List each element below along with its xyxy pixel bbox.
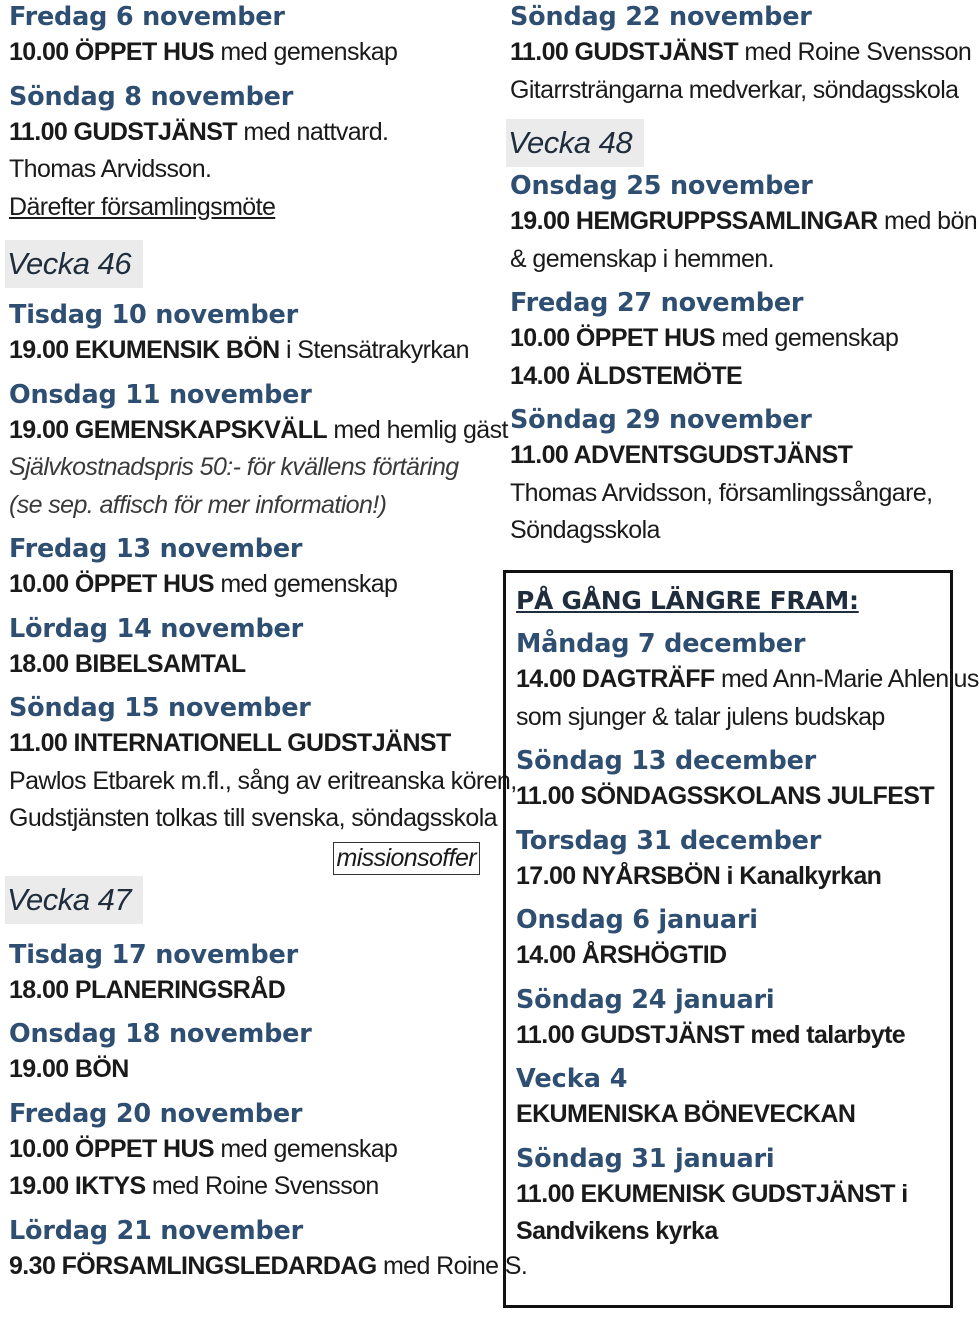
week-heading: Vecka 47	[5, 876, 143, 924]
right-column	[508, 0, 978, 550]
event-line: Söndagsskola	[510, 516, 660, 544]
event-line: 19.00 BÖN	[9, 1055, 129, 1083]
event-tue-17-nov	[9, 938, 494, 1010]
event-line: som sjunger & talar julens budskap	[516, 702, 885, 731]
event-day: Onsdag 25 november	[510, 171, 813, 201]
event-fri-6-nov	[9, 0, 494, 72]
event-line: Gitarrsträngarna medverkar, söndagsskola	[510, 75, 959, 104]
upcoming-events-box	[503, 570, 979, 1308]
event-day: Söndag 15 november	[9, 693, 311, 723]
event-line: 10.00 ÖPPET HUS med gemenskap	[9, 570, 398, 598]
event-wed-18-nov	[9, 1017, 494, 1089]
event-line: 10.00 ÖPPET HUS med gemenskap	[510, 324, 899, 352]
event-day: Fredag 13 november	[9, 534, 303, 564]
event-day: Lördag 14 november	[9, 613, 303, 644]
event-sun-22-nov	[510, 0, 972, 109]
event-line: 11.00 ADVENTSGUDSTJÄNST	[510, 441, 853, 469]
offer-row	[9, 838, 494, 876]
event-day: Söndag 22 november	[510, 2, 812, 32]
event-line: EKUMENISKA BÖNEVECKAN	[516, 1100, 856, 1128]
event-fri-27-nov	[510, 286, 950, 395]
event-day: Söndag 29 november	[510, 405, 812, 435]
event-wed-25-nov	[510, 169, 978, 278]
event-line: 14.00 ÄLDSTEMÖTE	[510, 361, 743, 390]
event-line: 19.00 HEMGRUPPSSAMLINGAR med bön	[510, 207, 978, 235]
event-line: 14.00 DAGTRÄFF med Ann-Marie Ahlenius	[516, 665, 979, 693]
event-day: Måndag 7 december	[516, 629, 806, 659]
event-line: Thomas Arvidsson, församlingssångare,	[510, 478, 933, 507]
event-sun-31-jan	[516, 1142, 950, 1251]
event-line: 10.00 ÖPPET HUS med gemenskap	[9, 38, 398, 66]
event-day: Onsdag 6 januari	[516, 905, 758, 935]
event-sat-14-nov	[9, 612, 494, 684]
event-fri-20-nov	[9, 1097, 494, 1206]
event-line: 11.00 EKUMENISK GUDSTJÄNST i	[516, 1179, 908, 1208]
event-day: Fredag 27 november	[510, 288, 804, 318]
event-fri-13-nov	[9, 532, 494, 604]
event-line: 19.00 GEMENSKAPSKVÄLL med hemlig gäst	[9, 415, 508, 444]
event-wed-11-nov	[9, 378, 508, 525]
event-sun-24-jan	[516, 983, 950, 1055]
event-day: Torsdag 31 december	[516, 825, 822, 856]
event-line: Thomas Arvidsson.	[9, 155, 212, 183]
event-day: Fredag 6 november	[9, 2, 285, 32]
event-line: (se sep. affisch för mer information!)	[9, 490, 387, 519]
event-line: 11.00 INTERNATIONELL GUDSTJÄNST	[9, 729, 451, 757]
event-day: Onsdag 18 november	[9, 1019, 312, 1049]
event-day: Söndag 13 december	[516, 746, 817, 776]
mission-offering-box: missionsoffer	[333, 842, 480, 875]
event-sun-29-nov	[510, 403, 950, 550]
event-day: Lördag 21 november	[9, 1215, 303, 1246]
event-thu-31-dec	[516, 824, 950, 896]
event-line: 11.00 GUDSTJÄNST med Roine Svensson	[510, 38, 972, 66]
event-day: Onsdag 11 november	[9, 379, 312, 410]
event-line: Sandvikens kyrka	[516, 1217, 718, 1245]
event-day: Söndag 8 november	[9, 81, 294, 112]
event-line: & gemenskap i hemmen.	[510, 244, 774, 273]
upcoming-title: PÅ GÅNG LÄNGRE FRAM:	[516, 586, 859, 615]
event-day: Tisdag 10 november	[9, 300, 298, 330]
week-heading: Vecka 48	[506, 119, 644, 167]
event-line: 11.00 GUDSTJÄNST med talarbyte	[516, 1020, 906, 1049]
event-line: 19.00 IKTYS med Roine Svensson	[9, 1172, 379, 1200]
event-sun-15-nov	[9, 691, 517, 876]
event-line: Självkostnadspris 50:- för kvällens förtäring	[9, 453, 459, 481]
event-line: 10.00 ÖPPET HUS med gemenskap	[9, 1134, 398, 1163]
event-sat-21-nov	[9, 1214, 528, 1286]
event-sun-8-nov	[9, 80, 494, 227]
event-day: Fredag 20 november	[9, 1098, 303, 1129]
event-line: Gudstjänsten tolkas till svenska, söndagsskola	[9, 804, 497, 832]
event-week-4	[516, 1062, 950, 1134]
event-day: Söndag 31 januari	[516, 1143, 775, 1174]
event-line: 11.00 GUDSTJÄNST med nattvard.	[9, 117, 389, 146]
event-tue-10-nov	[9, 298, 494, 370]
event-mon-7-dec	[516, 627, 979, 736]
event-line: 18.00 PLANERINGSRÅD	[9, 975, 286, 1004]
event-line: 14.00 ÅRSHÖGTID	[516, 941, 727, 969]
event-line: 9.30 FÖRSAMLINGSLEDARDAG med Roine S.	[9, 1251, 528, 1280]
week-heading: Vecka 46	[5, 240, 143, 288]
event-day: Tisdag 17 november	[9, 939, 298, 970]
week-48-row	[510, 109, 950, 169]
event-wed-6-jan	[516, 903, 950, 975]
event-day: Vecka 4	[516, 1064, 628, 1094]
event-line: 18.00 BIBELSAMTAL	[9, 649, 246, 678]
event-line: 11.00 SÖNDAGSSKOLANS JULFEST	[516, 782, 935, 810]
left-column	[7, 0, 528, 1285]
event-line: Pawlos Etbarek m.fl., sång av eritreanska kören,	[9, 766, 517, 795]
week-46-row	[9, 226, 494, 298]
event-sun-13-dec	[516, 744, 950, 816]
event-line: 17.00 NYÅRSBÖN i Kanalkyrkan	[516, 861, 882, 890]
event-line: 19.00 EKUMENSIK BÖN i Stensätrakyrkan	[9, 336, 469, 364]
event-day: Söndag 24 januari	[516, 984, 775, 1015]
week-47-row	[9, 876, 494, 930]
event-line: Därefter församlingsmöte	[9, 192, 276, 221]
